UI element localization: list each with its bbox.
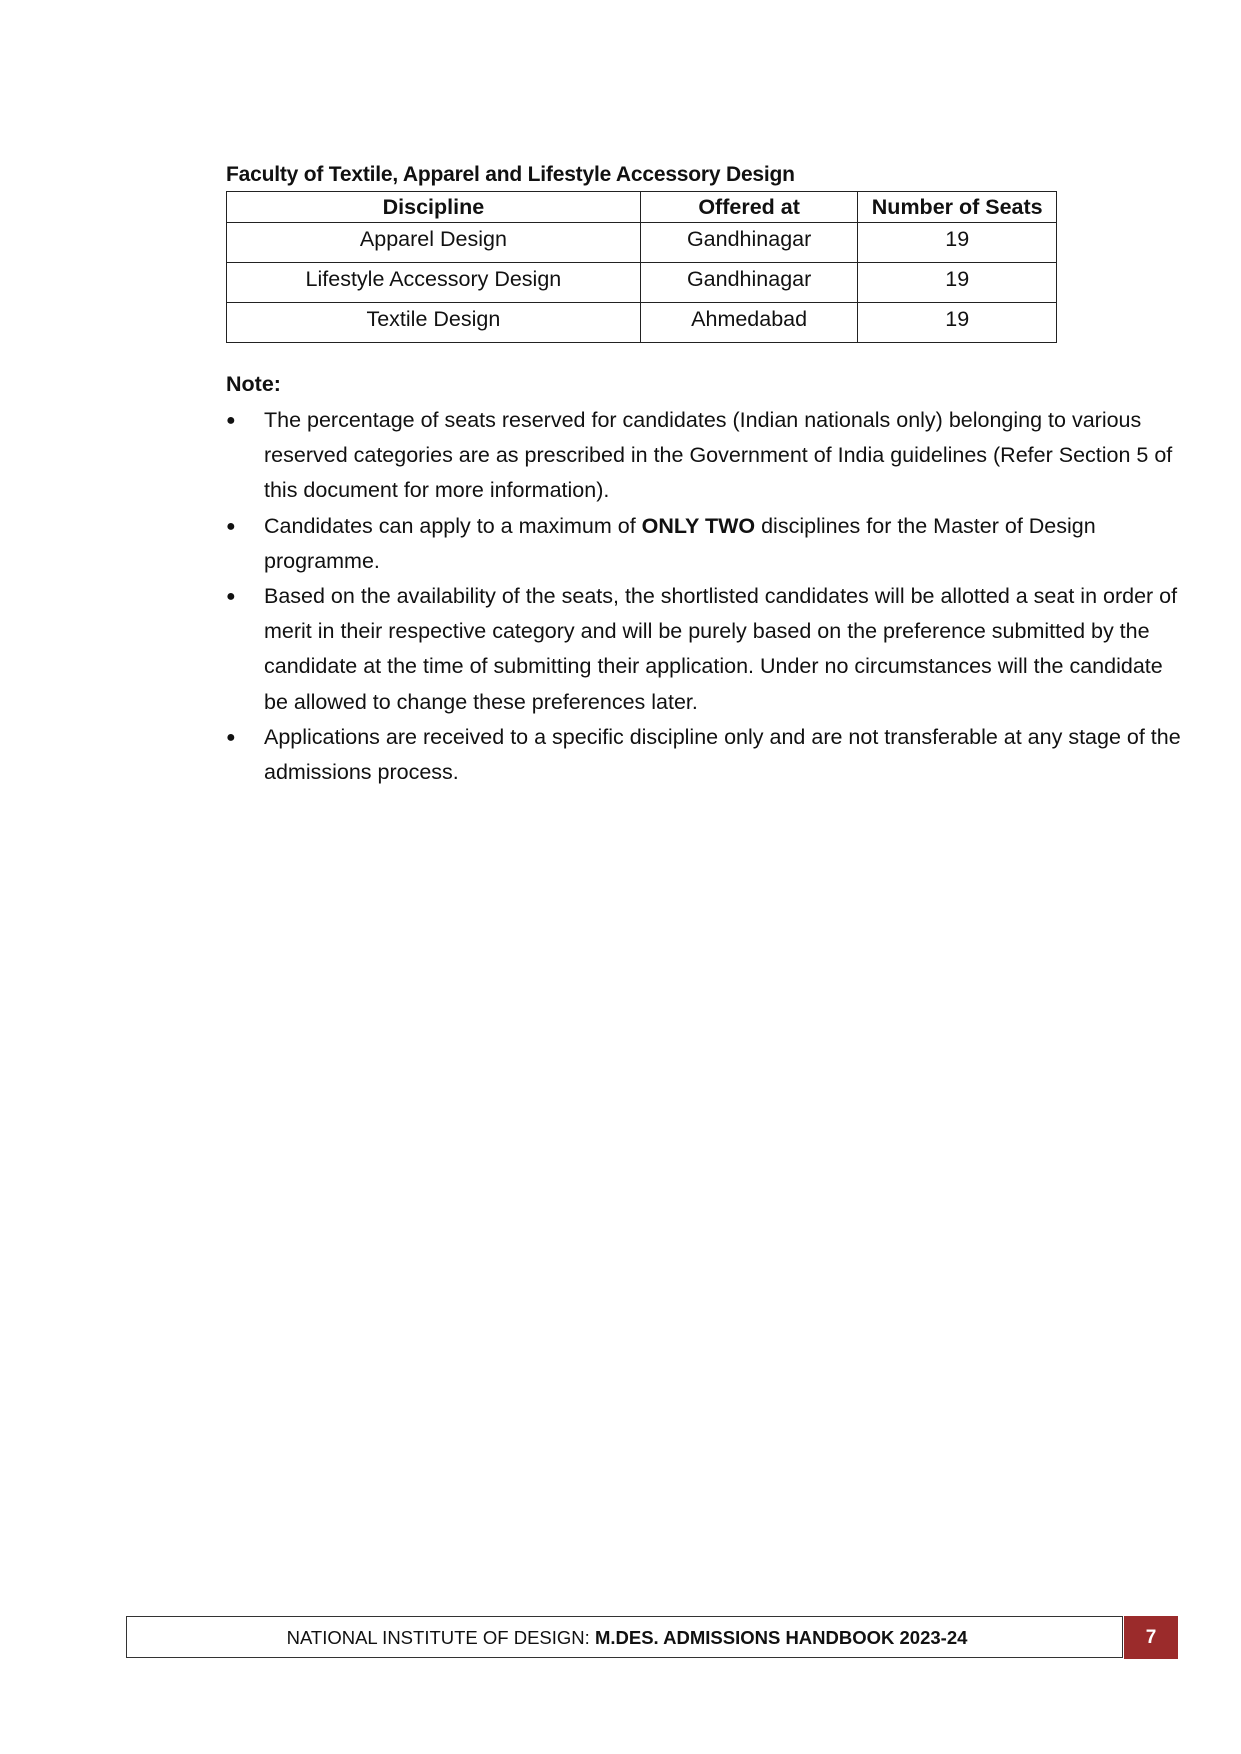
- note-text: The percentage of seats reserved for candidates (Indian nationals only) belonging to various reserved categories are as prescribed in the Government of India guidelines (Refer Section 5 of this document for more information).: [264, 408, 1173, 503]
- header-offered-at: Offered at: [640, 192, 858, 223]
- notes-list: [226, 403, 1186, 790]
- footer-title: M.DES. ADMISSIONS HANDBOOK 2023-24: [594, 1627, 968, 1648]
- bullet-icon: ●: [226, 517, 236, 535]
- table-row: [227, 303, 1057, 343]
- cell-seats: 19: [858, 303, 1057, 343]
- list-item: [226, 579, 1186, 720]
- cell-discipline: Lifestyle Accessory Design: [227, 263, 641, 303]
- cell-offered-at: Gandhinagar: [640, 263, 858, 303]
- header-number-of-seats: Number of Seats: [858, 192, 1057, 223]
- table-row: [227, 223, 1057, 263]
- cell-offered-at: Ahmedabad: [640, 303, 858, 343]
- footer: [126, 1616, 1123, 1658]
- cell-discipline: Apparel Design: [227, 223, 641, 263]
- bullet-icon: ●: [226, 412, 236, 429]
- note-heading: Note:: [226, 372, 281, 396]
- table-row: [227, 263, 1057, 303]
- footer-label: NATIONAL INSTITUTE OF DESIGN:: [286, 1627, 595, 1648]
- list-item: [226, 509, 1186, 579]
- cell-seats: 19: [858, 223, 1057, 263]
- cell-seats: 19: [858, 263, 1057, 303]
- section-title: Faculty of Textile, Apparel and Lifestyle Accessory Design: [226, 163, 795, 186]
- header-discipline: Discipline: [227, 192, 641, 223]
- note-text: Applications are received to a specific discipline only and are not transferable at any stage of the admissions process.: [264, 724, 1181, 785]
- list-item: [226, 720, 1186, 790]
- bullet-icon: ●: [226, 728, 236, 746]
- seats-table: [226, 191, 1057, 343]
- cell-discipline: Textile Design: [227, 303, 641, 343]
- page-number: 7: [1124, 1616, 1178, 1659]
- bullet-icon: ●: [226, 588, 236, 606]
- table-header-row: [227, 192, 1057, 223]
- note-emphasis: ONLY TWO: [641, 513, 756, 538]
- note-text-after: disciplines for the Master of Design programme.: [264, 513, 1096, 573]
- note-text-before: Candidates can apply to a maximum of: [264, 513, 642, 538]
- list-item: [226, 403, 1186, 509]
- note-text: Based on the availability of the seats, the shortlisted candidates will be allotted a seat in order of merit in their respective category and will be purely based on the preference submitted by the candidate at the time of submitting their application. Under no circumstances will the candidate be allowed to change these preferences later.: [264, 584, 1178, 714]
- footer-text: [127, 1617, 1127, 1659]
- cell-offered-at: Gandhinagar: [640, 223, 858, 263]
